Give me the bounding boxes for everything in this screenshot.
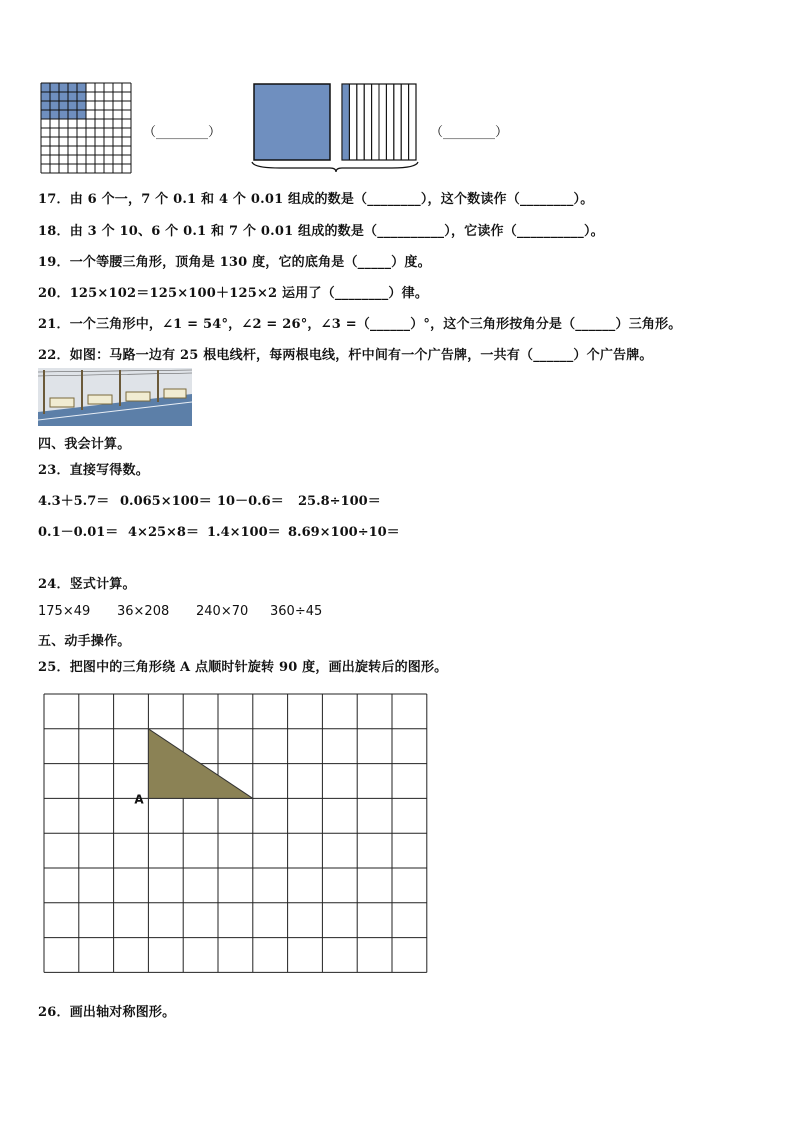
strip <box>342 84 349 160</box>
square-strips-svg <box>250 82 422 172</box>
blank-answer-2: （________） <box>430 125 509 140</box>
calc-2: 0.065×100＝ <box>120 494 212 509</box>
vertical-calc-4: 360÷45 <box>270 604 323 619</box>
vertical-calc-3: 240×70 <box>196 604 249 619</box>
question-25: 25．把图中的三角形绕 A 点顺时针旋转 90 度，画出旋转后的图形。 <box>38 660 448 675</box>
question-22: 22．如图：马路一边有 25 根电线杆，每两根电线，杆中间有一个广告牌，一共有（______）个广告牌。 <box>38 348 653 363</box>
calc-4: 25.8÷100＝ <box>298 494 381 509</box>
question-17: 17．由 6 个一，7 个 0.1 和 4 个 0.01 组成的数是（________），这个数读作（________）。 <box>38 192 594 207</box>
question-18: 18．由 3 个 10、6 个 0.1 和 7 个 0.01 组成的数是（__________），它读作（__________）。 <box>38 224 604 239</box>
hundred-grid-figure <box>40 82 134 178</box>
calc-5: 0.1－0.01＝ <box>38 525 119 540</box>
section-4-title: 四、我会计算。 <box>38 437 131 452</box>
question-19: 19．一个等腰三角形，顶角是 130 度，它的底角是（_____）度。 <box>38 255 431 270</box>
road-image <box>38 368 192 426</box>
section-5-title: 五、动手操作。 <box>38 634 131 649</box>
calc-1: 4.3＋5.7＝ <box>38 494 110 509</box>
road-illustration <box>38 368 192 430</box>
hundred-grid-svg <box>40 82 134 174</box>
calc-8: 8.69×100÷10＝ <box>288 525 400 540</box>
calc-7: 1.4×100＝ <box>207 525 281 540</box>
square-and-strips-figure <box>250 82 422 176</box>
question-21: 21．一个三角形中，∠1 = 54°，∠2 = 26°，∠3 =（______）°，这个三角形按角分是（______）三角形。 <box>38 317 682 332</box>
shaded-whole-square <box>254 84 330 160</box>
question-24-title: 24．竖式计算。 <box>38 577 136 592</box>
blank-answer-1: （________） <box>143 125 222 140</box>
brace-icon <box>252 162 418 172</box>
vertical-calc-1: 175×49 <box>38 604 91 619</box>
vertical-calc-2: 36×208 <box>117 604 170 619</box>
question-26: 26．画出轴对称图形。 <box>38 1005 176 1020</box>
rotation-grid-figure <box>30 690 430 984</box>
square-grid <box>44 694 427 972</box>
tenth-strips <box>342 84 416 160</box>
calc-6: 4×25×8＝ <box>128 525 199 540</box>
question-23-title: 23．直接写得数。 <box>38 463 149 478</box>
calc-3: 10－0.6＝ <box>217 494 284 509</box>
rotation-grid-svg <box>30 690 430 980</box>
question-20: 20．125×102＝125×100＋125×2 运用了（________）律。 <box>38 286 429 301</box>
point-a-label: A <box>134 792 144 807</box>
